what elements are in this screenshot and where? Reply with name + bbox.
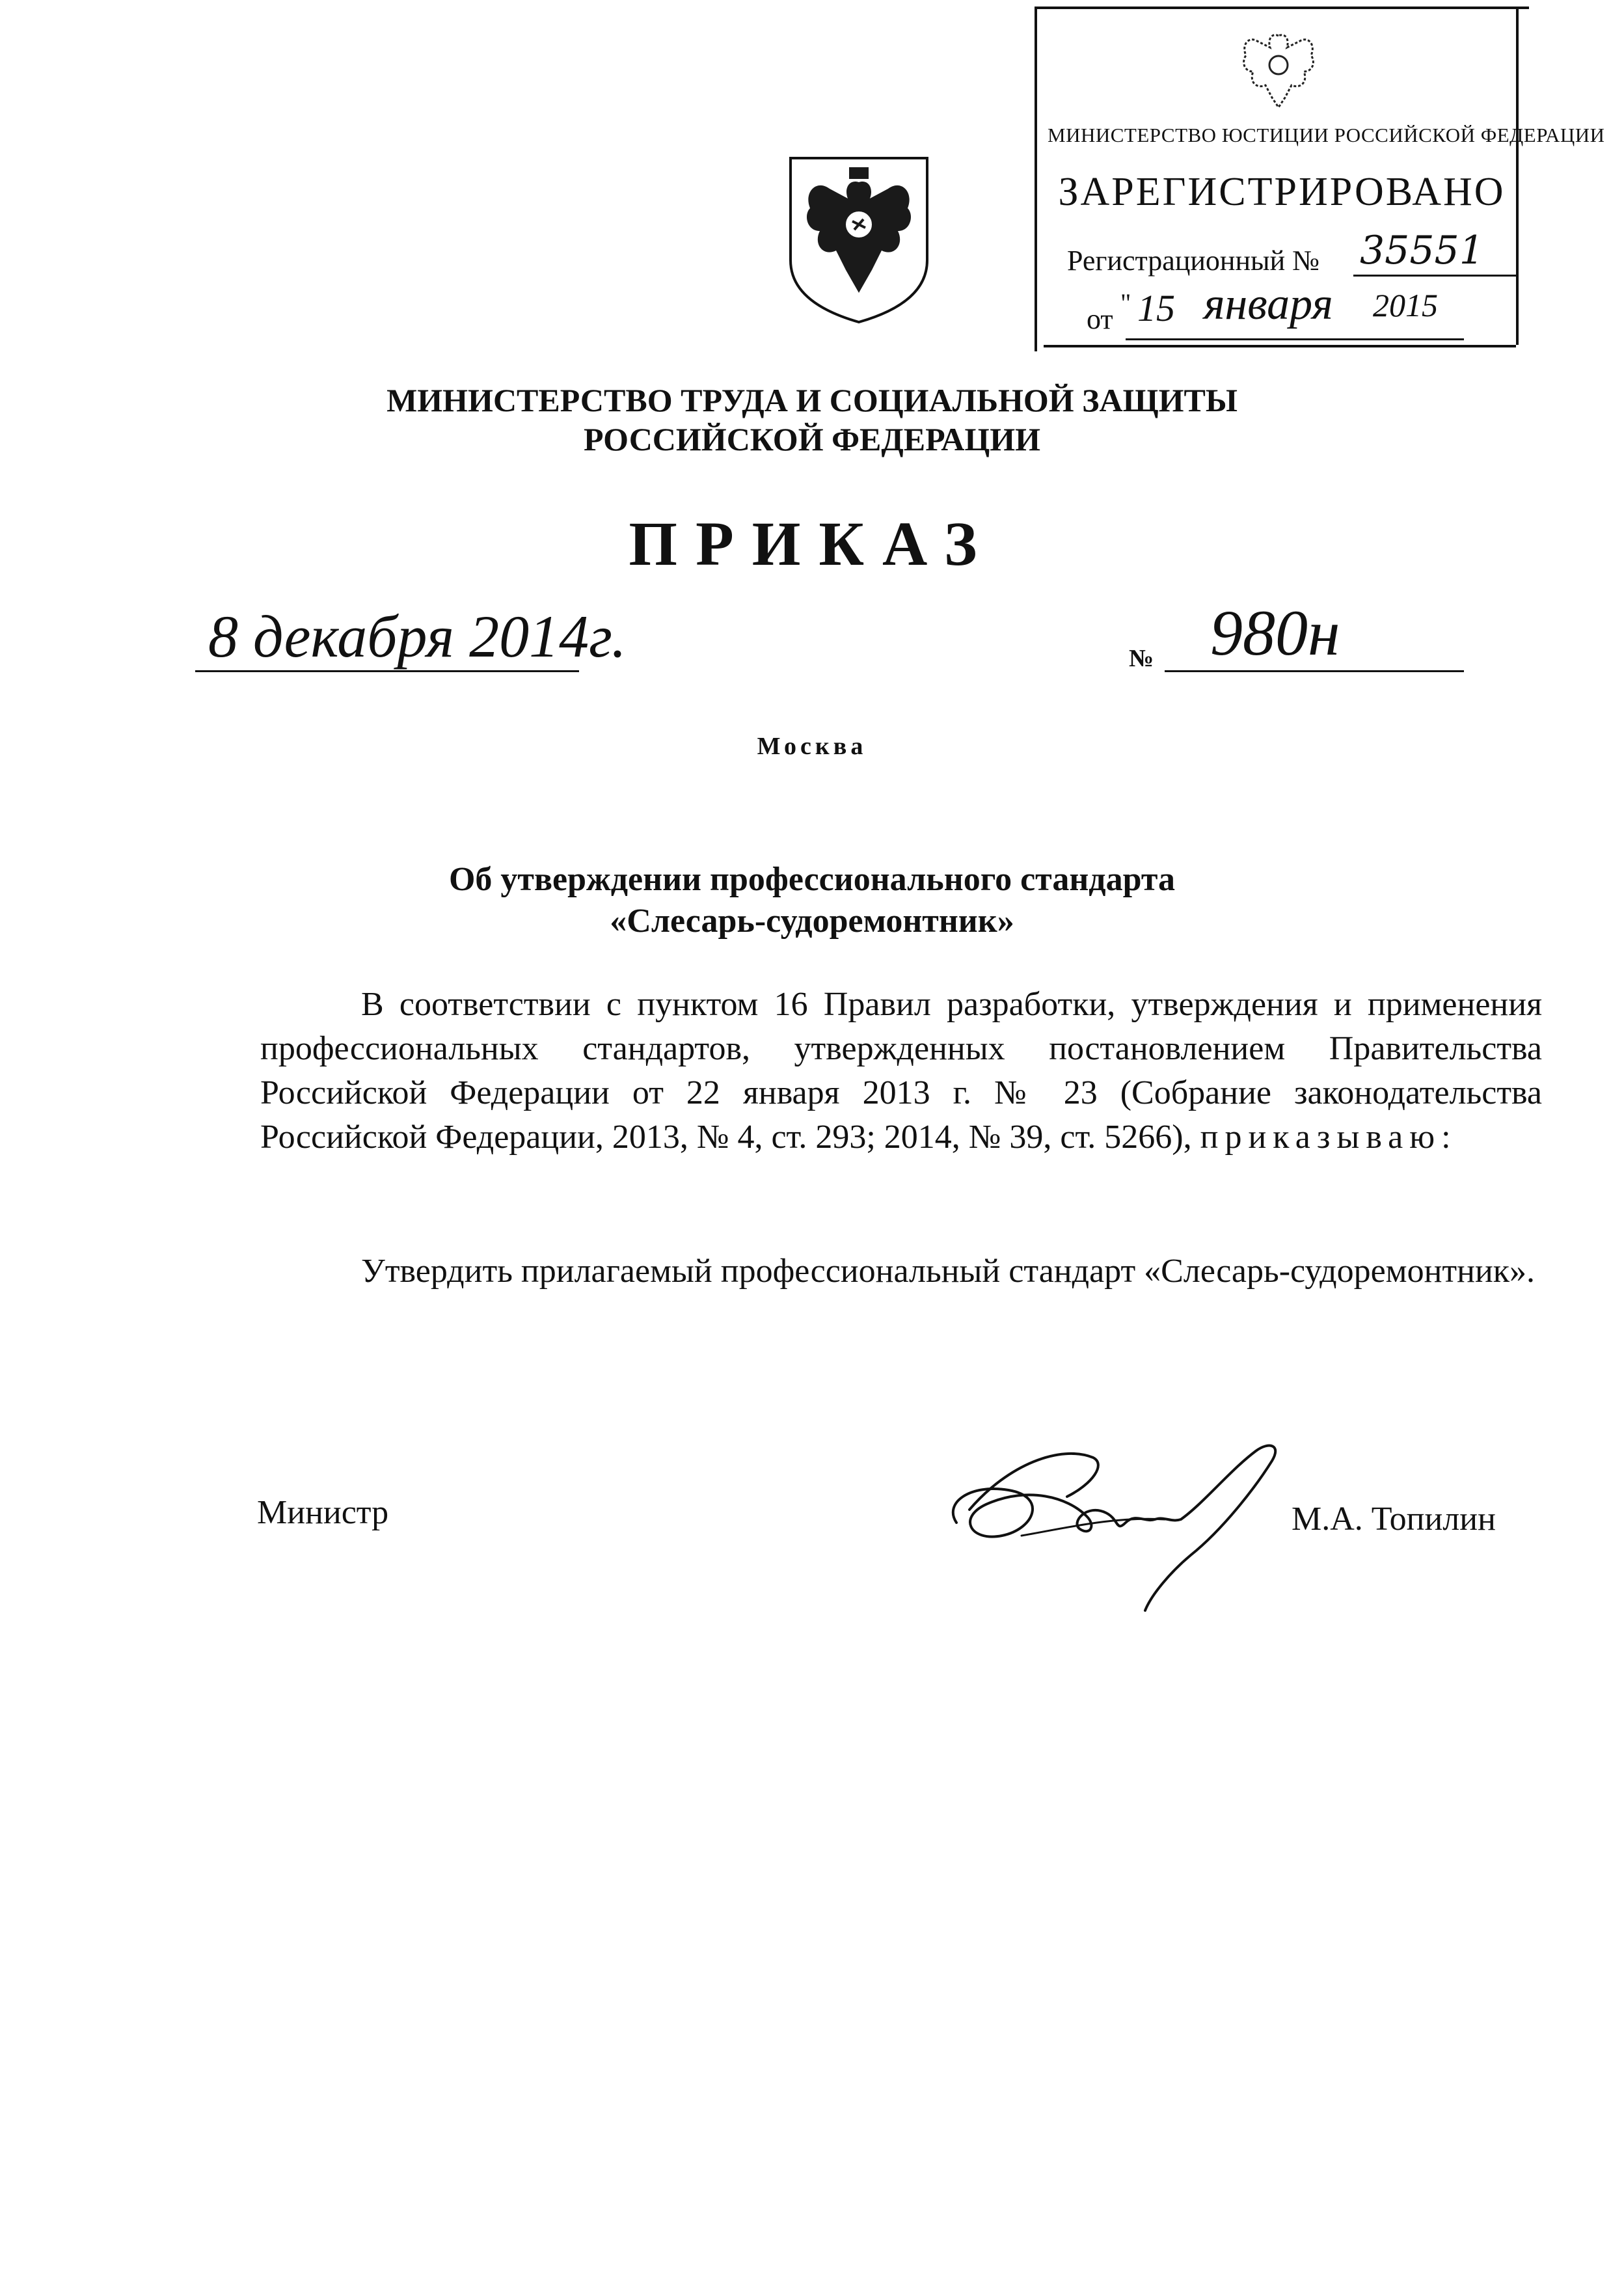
ministry-line-2: РОССИЙСКОЙ ФЕДЕРАЦИИ: [583, 421, 1041, 457]
title-line-1: Об утверждении профессионального стандарта: [448, 861, 1176, 898]
handwritten-signature-icon: [930, 1425, 1295, 1614]
stamp-ministry: МИНИСТЕРСТВО ЮСТИЦИИ РОССИЙСКОЙ ФЕДЕРАЦИИ: [1048, 124, 1605, 146]
city: Москва: [757, 733, 867, 760]
stamp-date-prefix: от: [1087, 303, 1113, 335]
order-date: 8 декабря 2014г.: [208, 603, 627, 670]
resolution-text: Утвердить прилагаемый профессиональный стандарт «Слесарь-судоремонтник».: [361, 1253, 1536, 1290]
preamble-action: приказываю:: [1200, 1119, 1457, 1156]
stamp-date-month: января: [1204, 279, 1333, 329]
signatory-position: Министр: [257, 1494, 389, 1531]
registration-stamp: МИНИСТЕРСТВО ЮСТИЦИИ РОССИЙСКОЙ ФЕДЕРАЦИИ ЗАРЕГИСТРИРОВАНО Регистрационный № 35551 от " 15 января 2015: [1035, 7, 1529, 351]
number-underline: [1165, 670, 1464, 672]
date-underline: [195, 670, 579, 672]
ministry-heading: [0, 381, 1624, 459]
title-line-2: «Слесарь-судоремонтник»: [610, 903, 1014, 940]
state-emblem-icon: [784, 153, 934, 325]
stamp-reg-number: 35551: [1360, 228, 1484, 273]
preamble-text: В соответствии с пунктом 16 Правил разработки, утверждения и применения профессиональных стандартов, утвержденных постановлением Правительства Российской Федерации от 22 января 2013 г. № 23 (Собрание законодательства Российской Федерации, 2013, № 4, ст. 293; 2014, № 39, ст. 5266),: [260, 986, 1542, 1156]
stamp-status: ЗАРЕГИСТРИРОВАНО: [1058, 170, 1506, 214]
stamp-date-day: 15: [1137, 287, 1175, 329]
resolution-paragraph: [260, 1249, 1542, 1294]
order-title: [0, 859, 1624, 942]
ministry-line-1: МИНИСТЕРСТВО ТРУДА И СОЦИАЛЬНОЙ ЗАЩИТЫ: [386, 382, 1238, 418]
signatory-name: М.А. Топилин: [1292, 1501, 1496, 1538]
stamp-emblem-icon: [1230, 16, 1327, 114]
order-number: 980н: [1210, 597, 1340, 669]
number-sign: №: [1129, 645, 1154, 672]
stamp-reg-label: Регистрационный №: [1067, 245, 1320, 277]
document-type: ПРИКАЗ: [629, 509, 995, 578]
stamp-date-year: 2015: [1373, 287, 1438, 323]
preamble-paragraph: [260, 983, 1542, 1160]
